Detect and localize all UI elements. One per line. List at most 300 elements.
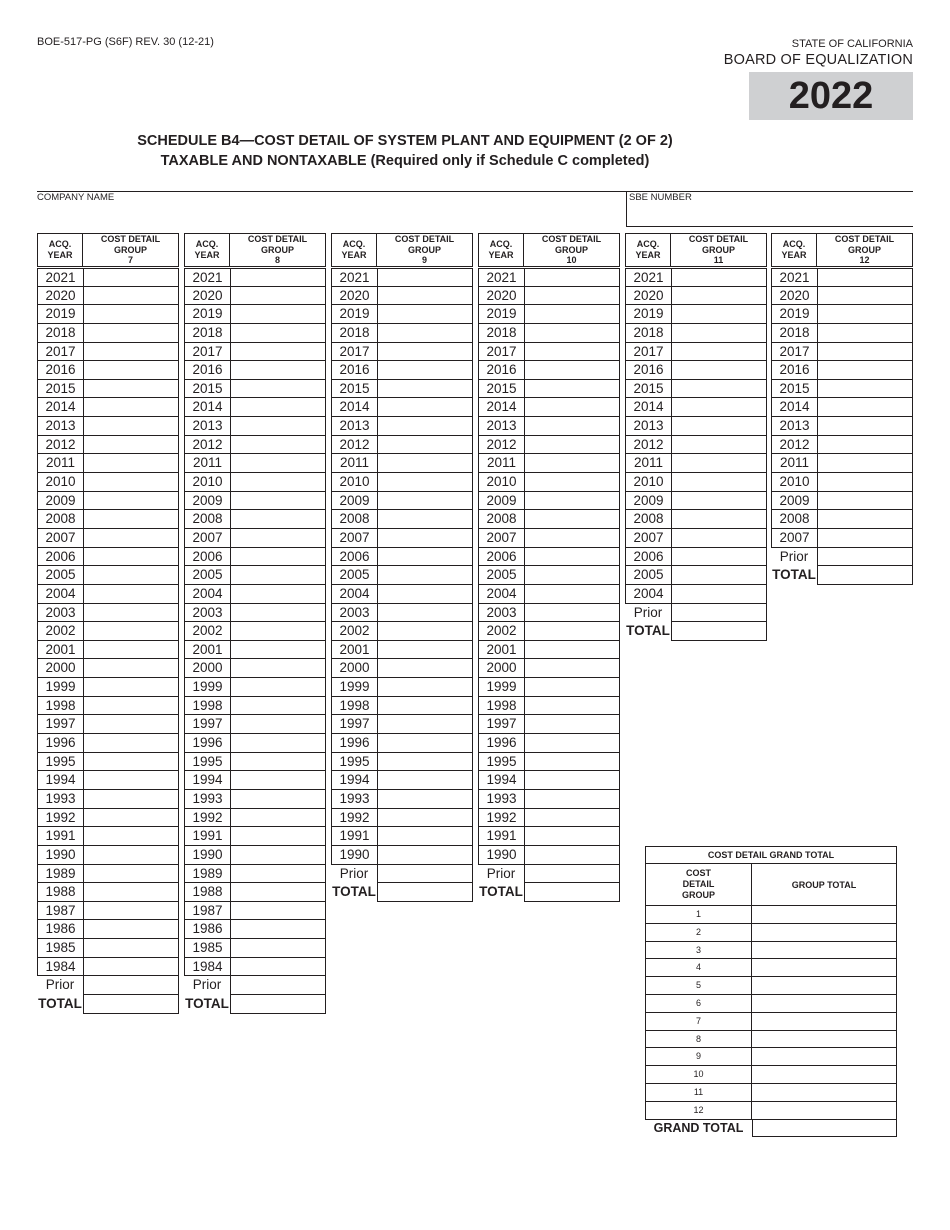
cost-input[interactable]	[377, 398, 473, 417]
cost-input[interactable]	[524, 734, 620, 753]
cost-input[interactable]	[230, 827, 326, 846]
cost-input[interactable]	[524, 790, 620, 809]
acq-year-cell: 2016	[184, 361, 230, 380]
acq-year-cell: 1999	[331, 678, 377, 697]
cost-input[interactable]	[377, 324, 473, 343]
cost-detail-group-header: COST DETAIL GROUP 12	[817, 233, 913, 267]
cost-input[interactable]	[377, 417, 473, 436]
acq-year-cell: 2004	[331, 585, 377, 604]
table-row	[771, 529, 913, 548]
cost-input[interactable]	[230, 585, 326, 604]
sbe-number-field[interactable]	[629, 203, 913, 225]
total-cost-input[interactable]	[377, 883, 473, 902]
table-row	[331, 380, 473, 399]
cost-input[interactable]	[83, 883, 179, 902]
group-total-input[interactable]	[752, 995, 897, 1013]
cost-input[interactable]	[671, 380, 767, 399]
cost-input[interactable]	[524, 697, 620, 716]
cost-input[interactable]	[230, 305, 326, 324]
table-row	[625, 454, 767, 473]
cost-input[interactable]	[83, 510, 179, 529]
cost-input[interactable]	[671, 492, 767, 511]
cost-input[interactable]	[817, 268, 913, 287]
cost-input[interactable]	[230, 324, 326, 343]
cost-input[interactable]	[230, 622, 326, 641]
table-row	[331, 548, 473, 567]
cost-input[interactable]	[83, 566, 179, 585]
acq-year-cell: 1993	[37, 790, 83, 809]
total-cost-input[interactable]	[524, 883, 620, 902]
cost-input[interactable]	[524, 771, 620, 790]
cost-input[interactable]	[230, 846, 326, 865]
table-row	[771, 380, 913, 399]
table-row	[184, 510, 326, 529]
cost-input[interactable]	[230, 473, 326, 492]
cost-input[interactable]	[230, 343, 326, 362]
cost-input[interactable]	[230, 659, 326, 678]
cost-input[interactable]	[377, 809, 473, 828]
cost-input[interactable]	[83, 287, 179, 306]
cost-input[interactable]	[230, 939, 326, 958]
cost-input[interactable]	[377, 585, 473, 604]
cost-input[interactable]	[377, 678, 473, 697]
cost-input[interactable]	[230, 454, 326, 473]
cost-input[interactable]	[83, 361, 179, 380]
company-name-field[interactable]	[37, 203, 625, 225]
cost-input[interactable]	[83, 697, 179, 716]
cost-input[interactable]	[524, 585, 620, 604]
group-total-input[interactable]	[752, 942, 897, 960]
table-row	[37, 473, 179, 492]
cost-input[interactable]	[230, 287, 326, 306]
cost-input[interactable]	[83, 958, 179, 977]
table-row	[771, 287, 913, 306]
cost-input[interactable]	[83, 659, 179, 678]
group-total-input[interactable]	[752, 924, 897, 942]
cost-input[interactable]	[377, 790, 473, 809]
cost-input[interactable]	[230, 380, 326, 399]
acq-year-cell: 1990	[478, 846, 524, 865]
cost-input[interactable]	[671, 343, 767, 362]
group-total-input[interactable]	[752, 1048, 897, 1066]
acq-year-cell: 2015	[478, 380, 524, 399]
cost-input[interactable]	[524, 809, 620, 828]
cost-input[interactable]	[377, 604, 473, 623]
cost-input[interactable]	[817, 343, 913, 362]
acq-year-cell: 2019	[771, 305, 817, 324]
group-total-input[interactable]	[752, 1066, 897, 1084]
cost-input[interactable]	[671, 361, 767, 380]
cost-input[interactable]	[524, 305, 620, 324]
table-row	[37, 417, 179, 436]
acq-year-cell: 2015	[331, 380, 377, 399]
cost-input[interactable]	[83, 268, 179, 287]
cost-input[interactable]	[83, 529, 179, 548]
cost-input[interactable]	[817, 380, 913, 399]
cost-input[interactable]	[671, 548, 767, 567]
cost-input[interactable]	[83, 454, 179, 473]
acq-year-cell: 2008	[771, 510, 817, 529]
group-total-input[interactable]	[752, 906, 897, 924]
prior-cost-input[interactable]	[83, 976, 179, 995]
prior-cost-input[interactable]	[230, 976, 326, 995]
cost-input[interactable]	[377, 827, 473, 846]
cost-input[interactable]	[377, 343, 473, 362]
table-row	[37, 790, 179, 809]
total-cost-input[interactable]	[83, 995, 179, 1014]
cost-input[interactable]	[230, 566, 326, 585]
cost-input[interactable]	[377, 641, 473, 660]
cost-input[interactable]	[377, 473, 473, 492]
group-number: 12	[645, 1102, 752, 1120]
cost-input[interactable]	[671, 454, 767, 473]
cost-input[interactable]	[671, 585, 767, 604]
cost-input[interactable]	[524, 324, 620, 343]
cost-input[interactable]	[83, 305, 179, 324]
cost-input[interactable]	[83, 473, 179, 492]
cost-input[interactable]	[83, 790, 179, 809]
acq-year-cell: 2009	[478, 492, 524, 511]
cost-input[interactable]	[524, 361, 620, 380]
cost-input[interactable]	[377, 529, 473, 548]
cost-input[interactable]	[377, 846, 473, 865]
cost-input[interactable]	[524, 678, 620, 697]
cost-input[interactable]	[230, 604, 326, 623]
prior-row	[478, 865, 620, 884]
cost-input[interactable]	[230, 492, 326, 511]
cost-input[interactable]	[230, 417, 326, 436]
cost-input[interactable]	[83, 753, 179, 772]
cost-input[interactable]	[524, 417, 620, 436]
table-row	[37, 865, 179, 884]
acq-year-cell: 2012	[771, 436, 817, 455]
acq-year-cell: 1996	[478, 734, 524, 753]
acq-year-cell: 2004	[478, 585, 524, 604]
field-bottom-rule	[626, 226, 913, 227]
table-row	[37, 715, 179, 734]
total-row	[771, 566, 913, 585]
table-row	[184, 771, 326, 790]
acq-year-cell: 2011	[331, 454, 377, 473]
acq-year-cell: 1985	[37, 939, 83, 958]
cost-input[interactable]	[230, 436, 326, 455]
cost-input[interactable]	[671, 529, 767, 548]
cost-input[interactable]	[817, 305, 913, 324]
acq-year-cell: 2007	[771, 529, 817, 548]
cost-input[interactable]	[377, 734, 473, 753]
cost-input[interactable]	[671, 305, 767, 324]
cost-input[interactable]	[671, 566, 767, 585]
cost-input[interactable]	[83, 548, 179, 567]
table-row	[478, 287, 620, 306]
cost-input[interactable]	[377, 548, 473, 567]
cost-input[interactable]	[524, 510, 620, 529]
cost-input[interactable]	[83, 715, 179, 734]
acq-year-cell: 1985	[184, 939, 230, 958]
table-row	[37, 641, 179, 660]
cost-input[interactable]	[377, 753, 473, 772]
acq-year-cell: 2002	[478, 622, 524, 641]
acq-year-cell: 1984	[37, 958, 83, 977]
cost-input[interactable]	[817, 398, 913, 417]
cost-input[interactable]	[817, 492, 913, 511]
acq-year-cell: 1998	[37, 697, 83, 716]
acq-year-cell: 2009	[37, 492, 83, 511]
cost-input[interactable]	[377, 659, 473, 678]
group-total-input[interactable]	[752, 1031, 897, 1049]
acq-year-cell: 2005	[184, 566, 230, 585]
cost-input[interactable]	[377, 287, 473, 306]
prior-cost-input[interactable]	[671, 604, 767, 623]
cost-input[interactable]	[230, 920, 326, 939]
total-label: TOTAL	[185, 995, 229, 1011]
cost-input[interactable]	[377, 771, 473, 790]
cost-input[interactable]	[671, 268, 767, 287]
acq-year-cell: 1992	[478, 809, 524, 828]
cost-input[interactable]	[524, 287, 620, 306]
cost-input[interactable]	[230, 734, 326, 753]
cost-input[interactable]	[524, 846, 620, 865]
table-row	[771, 268, 913, 287]
cost-input[interactable]	[230, 361, 326, 380]
cost-input[interactable]	[524, 827, 620, 846]
acq-year-cell: 2017	[331, 343, 377, 362]
grand-total-table	[645, 846, 897, 1137]
cost-input[interactable]	[524, 548, 620, 567]
table-row	[331, 809, 473, 828]
acq-year-cell: 2018	[478, 324, 524, 343]
table-row	[478, 678, 620, 697]
cost-input[interactable]	[83, 939, 179, 958]
cost-input[interactable]	[524, 343, 620, 362]
cost-input[interactable]	[817, 436, 913, 455]
cost-input[interactable]	[230, 268, 326, 287]
cost-input[interactable]	[83, 398, 179, 417]
prior-label: Prior	[486, 865, 516, 881]
cost-input[interactable]	[524, 659, 620, 678]
cost-input[interactable]	[83, 865, 179, 884]
acq-year-cell: 2021	[37, 268, 83, 287]
cost-input[interactable]	[524, 454, 620, 473]
cost-input[interactable]	[377, 697, 473, 716]
cost-input[interactable]	[377, 566, 473, 585]
cost-input[interactable]	[230, 865, 326, 884]
cost-input[interactable]	[524, 529, 620, 548]
cost-input[interactable]	[83, 641, 179, 660]
cost-input[interactable]	[671, 436, 767, 455]
cost-input[interactable]	[817, 510, 913, 529]
cost-input[interactable]	[230, 902, 326, 921]
cost-input[interactable]	[524, 473, 620, 492]
cost-detail-group-12-table	[771, 233, 913, 585]
cost-input[interactable]	[817, 454, 913, 473]
group-total-input[interactable]	[752, 1102, 897, 1120]
cost-input[interactable]	[524, 380, 620, 399]
cost-input[interactable]	[377, 361, 473, 380]
cost-input[interactable]	[377, 622, 473, 641]
cost-input[interactable]	[671, 324, 767, 343]
total-row	[478, 883, 620, 902]
cost-input[interactable]	[83, 809, 179, 828]
acq-year-cell: 2013	[771, 417, 817, 436]
cost-input[interactable]	[230, 771, 326, 790]
cost-input[interactable]	[230, 510, 326, 529]
cost-input[interactable]	[377, 305, 473, 324]
acq-year-cell: 1989	[37, 865, 83, 884]
cost-input[interactable]	[83, 827, 179, 846]
cost-input[interactable]	[83, 585, 179, 604]
cost-input[interactable]	[377, 380, 473, 399]
table-row	[37, 604, 179, 623]
acq-year-cell: 2017	[771, 343, 817, 362]
table-row	[331, 771, 473, 790]
acq-year-cell: 2021	[478, 268, 524, 287]
group-total-input[interactable]	[752, 1013, 897, 1031]
acq-year-cell: 1992	[37, 809, 83, 828]
cost-input[interactable]	[377, 454, 473, 473]
cost-input[interactable]	[524, 566, 620, 585]
table-row	[184, 659, 326, 678]
cost-input[interactable]	[83, 920, 179, 939]
table-row	[478, 361, 620, 380]
cost-input[interactable]	[230, 678, 326, 697]
acq-year-cell: 2017	[184, 343, 230, 362]
cost-input[interactable]	[83, 846, 179, 865]
cost-input[interactable]	[83, 902, 179, 921]
cost-input[interactable]	[524, 398, 620, 417]
cost-input[interactable]	[524, 641, 620, 660]
cost-input[interactable]	[83, 678, 179, 697]
cost-input[interactable]	[377, 492, 473, 511]
cost-input[interactable]	[83, 492, 179, 511]
acq-year-cell: 2001	[478, 641, 524, 660]
acq-year-cell: 1986	[37, 920, 83, 939]
cost-input[interactable]	[671, 417, 767, 436]
cost-input[interactable]	[230, 790, 326, 809]
cost-input[interactable]	[230, 641, 326, 660]
cost-input[interactable]	[524, 268, 620, 287]
prior-cost-input[interactable]	[817, 548, 913, 567]
table-row	[625, 510, 767, 529]
group-total-input[interactable]	[752, 959, 897, 977]
table-row	[771, 436, 913, 455]
total-cost-input[interactable]	[671, 622, 767, 641]
cost-input[interactable]	[524, 622, 620, 641]
table-row	[37, 809, 179, 828]
cost-input[interactable]	[230, 883, 326, 902]
cost-input[interactable]	[671, 287, 767, 306]
table-row	[184, 753, 326, 772]
cost-input[interactable]	[83, 622, 179, 641]
acq-year-cell: 2014	[331, 398, 377, 417]
cost-input[interactable]	[671, 398, 767, 417]
acq-year-cell: 1999	[37, 678, 83, 697]
acq-year-cell: 1993	[478, 790, 524, 809]
cost-input[interactable]	[83, 417, 179, 436]
cost-input[interactable]	[671, 473, 767, 492]
acq-year-cell: 1996	[37, 734, 83, 753]
cost-input[interactable]	[230, 529, 326, 548]
cost-input[interactable]	[524, 715, 620, 734]
acq-year-cell: 2006	[625, 548, 671, 567]
cost-input[interactable]	[817, 473, 913, 492]
cost-input[interactable]	[524, 753, 620, 772]
cost-input[interactable]	[83, 604, 179, 623]
acq-year-cell: 2014	[37, 398, 83, 417]
acq-year-cell: 2000	[37, 659, 83, 678]
cost-input[interactable]	[817, 324, 913, 343]
prior-cost-input[interactable]	[377, 865, 473, 884]
acq-year-cell: 2007	[331, 529, 377, 548]
cost-input[interactable]	[83, 380, 179, 399]
table-row	[37, 510, 179, 529]
table-row	[37, 622, 179, 641]
acq-year-cell: 2012	[184, 436, 230, 455]
acq-year-header: ACQ. YEAR	[478, 233, 524, 267]
tax-year-badge: 2022	[749, 72, 913, 120]
grand-total-input[interactable]	[752, 1120, 897, 1138]
table-row	[37, 398, 179, 417]
cost-input[interactable]	[524, 604, 620, 623]
prior-cost-input[interactable]	[524, 865, 620, 884]
cost-input[interactable]	[524, 436, 620, 455]
cost-input[interactable]	[230, 809, 326, 828]
group-total-header: GROUP TOTAL	[752, 864, 897, 906]
cost-input[interactable]	[377, 715, 473, 734]
total-cost-input[interactable]	[230, 995, 326, 1014]
total-row	[184, 995, 326, 1014]
group-total-input[interactable]	[752, 977, 897, 995]
table-row	[331, 846, 473, 865]
cost-input[interactable]	[817, 417, 913, 436]
cost-input[interactable]	[377, 436, 473, 455]
cost-input[interactable]	[230, 398, 326, 417]
group-number: 6	[645, 995, 752, 1013]
cost-input[interactable]	[230, 753, 326, 772]
table-row	[478, 343, 620, 362]
acq-year-cell: 2019	[37, 305, 83, 324]
table-row	[478, 305, 620, 324]
group-total-input[interactable]	[752, 1084, 897, 1102]
cost-input[interactable]	[83, 734, 179, 753]
cost-input[interactable]	[83, 343, 179, 362]
cost-input[interactable]	[817, 529, 913, 548]
cost-input[interactable]	[524, 492, 620, 511]
prior-label: Prior	[192, 977, 222, 993]
acq-year-cell: 1991	[37, 827, 83, 846]
table-row	[771, 492, 913, 511]
cost-input[interactable]	[230, 697, 326, 716]
acq-year-cell: 2007	[625, 529, 671, 548]
table-row	[771, 510, 913, 529]
cost-input[interactable]	[817, 287, 913, 306]
cost-input[interactable]	[83, 324, 179, 343]
table-row	[331, 566, 473, 585]
cost-input[interactable]	[377, 510, 473, 529]
cost-input[interactable]	[83, 436, 179, 455]
cost-input[interactable]	[230, 548, 326, 567]
cost-input[interactable]	[83, 771, 179, 790]
total-cost-input[interactable]	[817, 566, 913, 585]
cost-input[interactable]	[671, 510, 767, 529]
cost-input[interactable]	[817, 361, 913, 380]
cost-input[interactable]	[230, 958, 326, 977]
acq-year-cell: 2016	[331, 361, 377, 380]
cost-input[interactable]	[230, 715, 326, 734]
table-row	[478, 566, 620, 585]
table-row	[184, 398, 326, 417]
cost-input[interactable]	[377, 268, 473, 287]
